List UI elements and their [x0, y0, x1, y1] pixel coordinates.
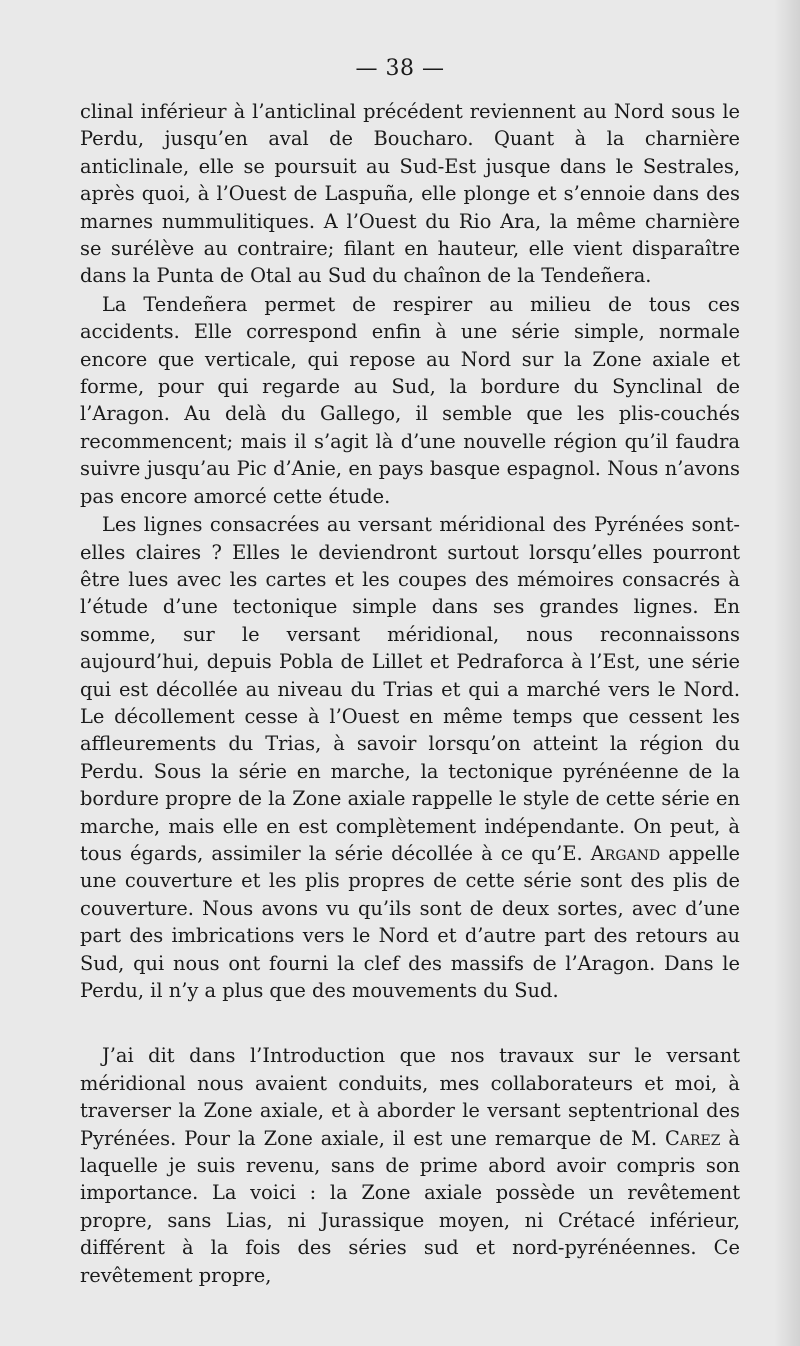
paragraph-zone-axiale — [80, 1042, 740, 1289]
paragraph-continuation: clinal inférieur à l’anticlinal précédent reviennent au Nord sous le Perdu, jusqu’en aval de Boucharo. Quant à la charnière anticlinale, elle se poursuit au Sud-Est jusque dans le Sestrales, après quoi, à l’Ouest de Laspuña, elle plonge et s’ennoie dans des marnes nummulitiques. A l’Ouest du Rio Ara, la même charnière se surélève au contraire; filant en hauteur, elle vient disparaître dans la Punta de Otal au Sud du chaînon de la Tendeñera. — [80, 100, 740, 288]
page-edge-shadow — [774, 0, 800, 1346]
paragraph-tendenera: La Tendeñera permet de respirer au milieu de tous ces accidents. Elle correspond enfin à une série simple, normale encore que verticale, qui repose au Nord sur la Zone axiale et forme, pour qui regarde au Sud, la bordure du Synclinal de l’Aragon. Au delà du Gallego, il semble que les plis-couchés recommencent; mais il s’agit là d’une nouvelle région qu’il faudra suivre jusqu’au Pic d’Anie, en pays basque espagnol. Nous n’avons pas encore amorcé cette étude. — [80, 292, 740, 508]
paragraph-versant-meridional — [80, 511, 740, 1004]
paragraph-text: Les lignes consacrées au versant méridional des Pyrénées sont-elles claires ? Elles le deviendront surtout lorsqu’elles pourront être lues avec les cartes et les coupes des mémoires consacrés à l’étude d’une tectonique simple dans ses grandes lignes. En somme, sur le versant méridional, nous reconnaissons aujourd’hui, depuis Pobla de Lillet et Pedraforca à l’Est, une série qui est décollée au niveau du Trias et qui a marché vers le Nord. Le décollement cesse à l’Ouest en même temps que cessent les affleurements du Trias, à savoir lorsqu’on atteint la région du Perdu. Sous la série en marche, la tectonique pyrénéenne de la bordure propre de la Zone axiale rappelle le style de cette série en marche, mais elle en est complètement indépendante. On peut, à tous égards, assimiler la série décollée à ce qu’E. — [80, 513, 740, 865]
page-number: — 38 — — [355, 56, 445, 81]
author-name-carez: Carez — [665, 1126, 721, 1150]
body-text — [80, 98, 740, 1289]
paragraph-text: J’ai dit dans l’Introduction que nos travaux sur le versant méridional nous avaient conduits, mes collaborateurs et moi, à traverser la Zone axiale, et à aborder le versant septentrional des Pyrénées. Pour la Zone axiale, il est une remarque de M. — [80, 1044, 740, 1150]
author-name-argand: Argand — [590, 841, 661, 865]
paragraph-text: appelle une couverture et les plis propres de cette série sont des plis de couverture. Nous avons vu qu’ils sont de deux sortes, avec d’une part des imbrications vers le Nord et d’autre part des retours au Sud, qui nous ont fourni la clef des massifs de l’Aragon. Dans le Perdu, il n’y a plus que des mouvements du Sud. — [80, 841, 741, 1002]
paragraph-text: à laquelle je suis revenu, sans de prime abord avoir compris son importance. La voici : la Zone axiale possède un revêtement propre, sans Lias, ni Jurassique moyen, ni Crétacé inférieur, différent à la fois des séries sud et nord-pyrénéennes. Ce revêtement propre, — [80, 1126, 740, 1287]
